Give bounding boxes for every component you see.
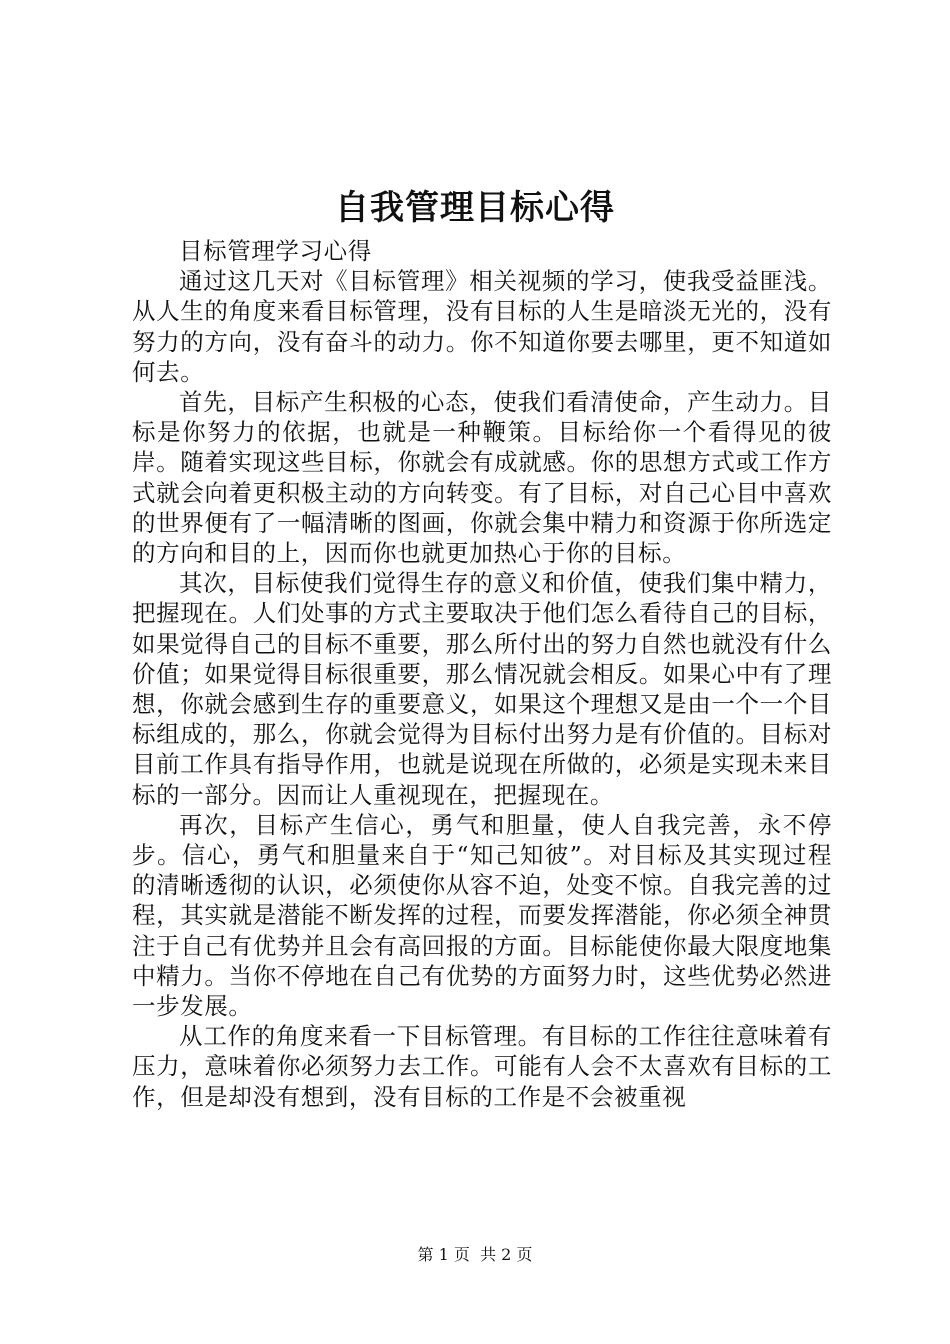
paragraph-1: 通过这几天对《目标管理》相关视频的学习，使我受益匪浅。从人生的角度来看目标管理，没有目标的人生是暗淡无光的，没有努力的方向，没有奋斗的动力。你不知道你要去哪里，更不知道如何去。	[132, 267, 832, 386]
page-footer	[0, 1245, 950, 1265]
document-body	[132, 236, 832, 1112]
paragraph-5: 从工作的角度来看一下目标管理。有目标的工作往往意味着有压力，意味着你必须努力去工作。可能有人会不太喜欢有目标的工作，但是却没有想到，没有目标的工作是不会被重视	[132, 1022, 832, 1111]
paragraph-subtitle: 目标管理学习心得	[179, 237, 372, 265]
page-number: 第 1 页	[417, 1245, 470, 1264]
page-total: 共 2 页	[480, 1245, 533, 1264]
paragraph-3: 其次，目标使我们觉得生存的意义和价值，使我们集中精力，把握现在。人们处事的方式主要取决于他们怎么看待自己的目标，如果觉得自己的目标不重要，那么所付出的努力自然也就没有什么价值；如果觉得目标很重要，那么情况就会相反。如果心中有了理想，你就会感到生存的重要意义，如果这个理想又是由一个一个目标组成的，那么，你就会觉得为目标付出努力是有价值的。目标对目前工作具有指导作用，也就是说现在所做的，必须是实现未来目标的一部分。因而让人重视现在，把握现在。	[132, 569, 832, 809]
document-title: 自我管理目标心得	[335, 188, 615, 228]
paragraph-4: 再次，目标产生信心，勇气和胆量，使人自我完善，永不停步。信心，勇气和胆量来自于“知己知彼”。对目标及其实现过程的清晰透彻的认识，必须使你从容不迫，处变不惊。自我完善的过程，其实就是潜能不断发挥的过程，而要发挥潜能，你必须全神贯注于自己有优势并且会有高回报的方面。目标能使你最大限度地集中精力。当你不停地在自己有优势的方面努力时，这些优势必然进一步发展。	[132, 810, 832, 1021]
paragraph-2: 首先，目标产生积极的心态，使我们看清使命，产生动力。目标是你努力的依据，也就是一种鞭策。目标给你一个看得见的彼岸。随着实现这些目标，你就会有成就感。你的思想方式或工作方式就会向着更积极主动的方向转变。有了目标，对自己心目中喜欢的世界便有了一幅清晰的图画，你就会集中精力和资源于你所选定的方向和目的上，因而你也就更加热心于你的目标。	[132, 388, 832, 568]
